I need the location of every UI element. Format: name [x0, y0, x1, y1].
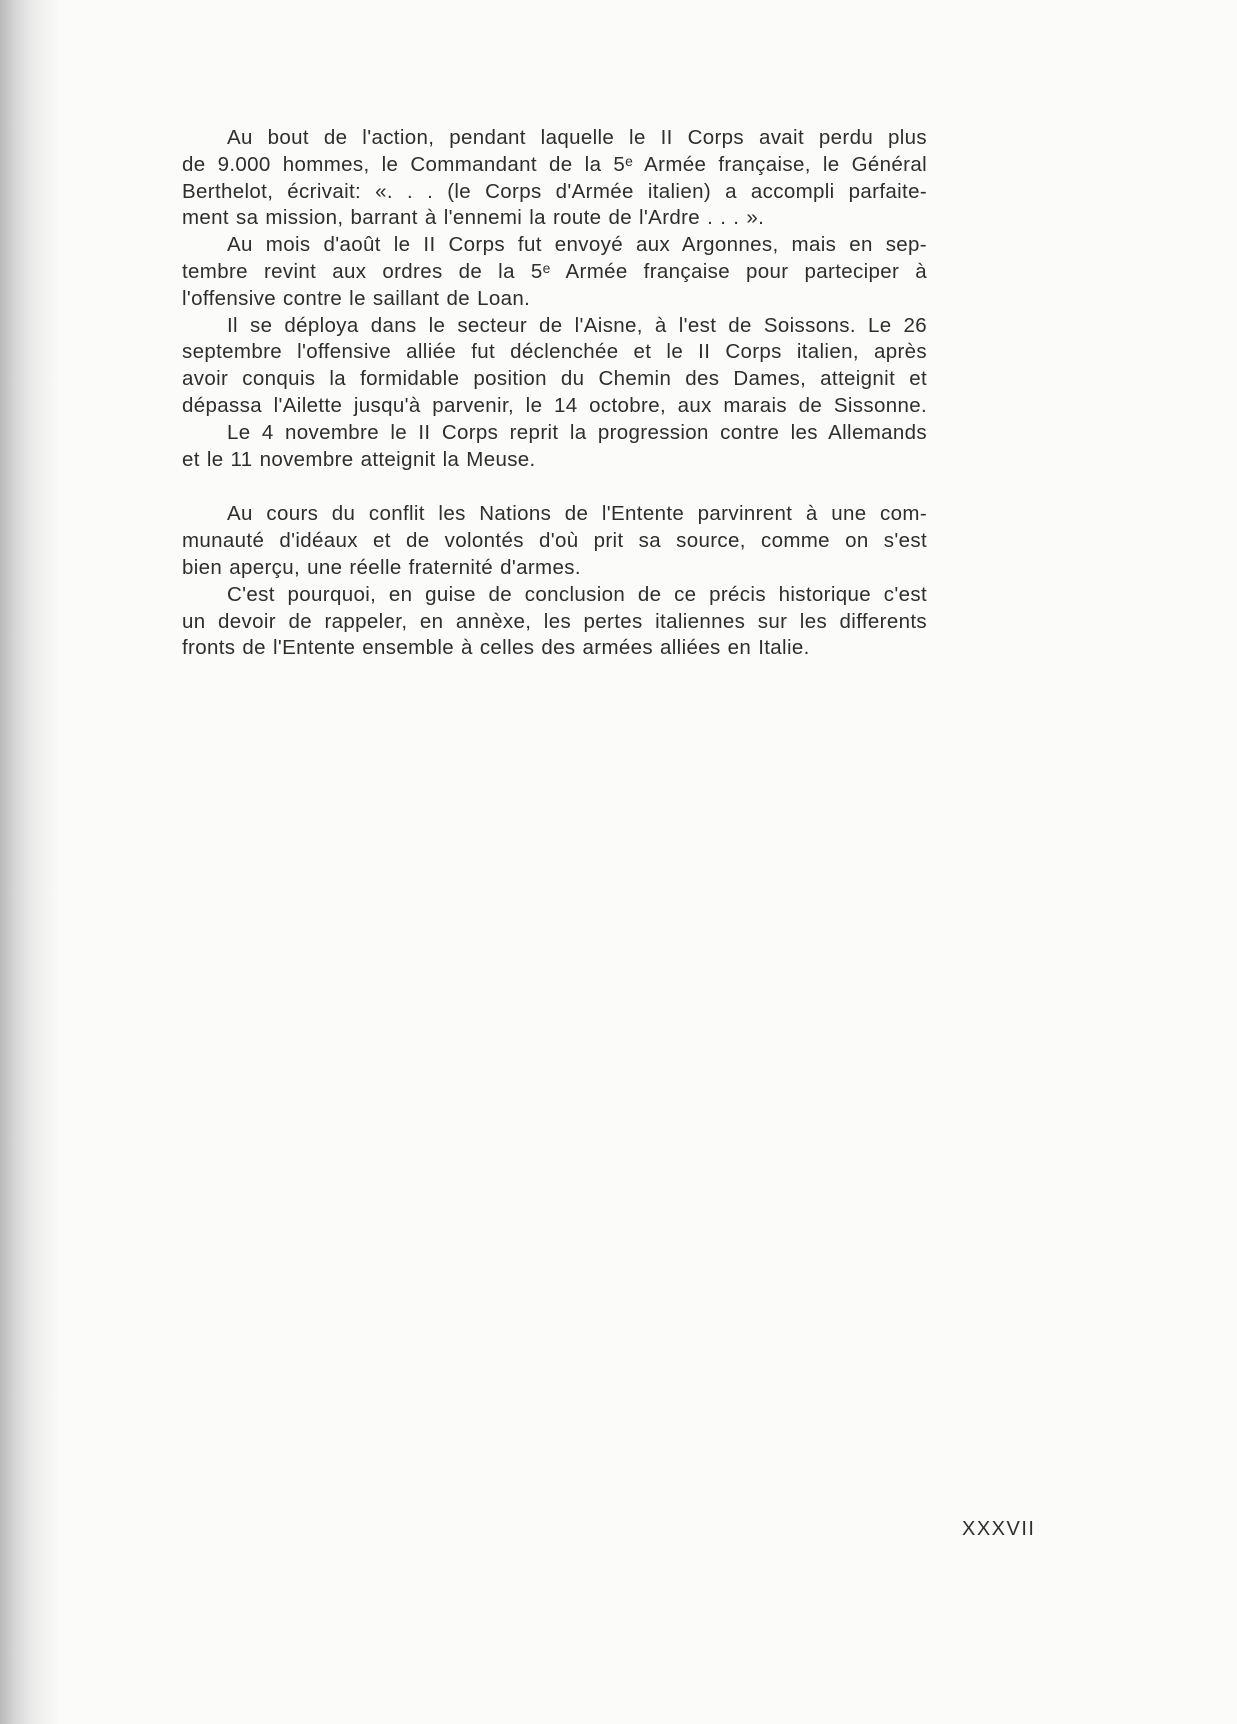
text-line: Le 4 novembre le II Corps reprit la progression contre les Allemands	[227, 420, 927, 444]
text-line: Berthelot, écrivait: «. . . (le Corps d'Armée italien) a accompli parfaite-	[182, 179, 927, 203]
paragraph	[182, 501, 927, 581]
text-line: fronts de l'Entente ensemble à celles des armées alliées en Italie.	[182, 636, 810, 660]
text-line: Au mois d'août le II Corps fut envoyé aux Argonnes, mais en sep-	[227, 233, 927, 257]
text-line: bien aperçu, une réelle fraternité d'armes.	[182, 555, 581, 579]
text-line: l'offensive contre le saillant de Loan.	[182, 286, 531, 310]
text-line: avoir conquis la formidable position du Chemin des Dames, atteignit et	[182, 367, 927, 391]
text-line: tembre revint aux ordres de la 5ᵉ Armée française pour parteciper à	[182, 259, 927, 283]
paragraph	[182, 313, 927, 420]
page-binding-shadow	[0, 0, 60, 1724]
paragraph	[182, 420, 927, 474]
text-line: Il se déploya dans le secteur de l'Aisne, à l'est de Soissons. Le 26	[227, 313, 927, 337]
page-number: XXXVII	[962, 1518, 1036, 1540]
body-text	[182, 125, 927, 662]
text-line: Au cours du conflit les Nations de l'Entente parvinrent à une com-	[227, 502, 927, 526]
text-line: un devoir de rappeler, en annèxe, les pertes italiennes sur les differents	[182, 609, 927, 633]
text-line: C'est pourquoi, en guise de conclusion de ce précis historique c'est	[227, 582, 927, 606]
text-line: dépassa l'Ailette jusqu'à parvenir, le 14 octobre, aux marais de Sissonne.	[182, 393, 927, 417]
paragraph	[182, 232, 927, 312]
text-line: septembre l'offensive alliée fut déclenchée et le II Corps italien, après	[182, 340, 927, 364]
text-line: et le 11 novembre atteignit la Meuse.	[182, 447, 536, 471]
section-2	[182, 501, 927, 662]
section-gap	[182, 473, 927, 501]
text-line: Au bout de l'action, pendant laquelle le II Corps avait perdu plus	[227, 126, 927, 149]
paragraph	[182, 125, 927, 232]
section-1	[182, 125, 927, 473]
paragraph	[182, 582, 927, 662]
text-line: munauté d'idéaux et de volontés d'où prit sa source, comme on s'est	[182, 529, 927, 553]
text-line: de 9.000 hommes, le Commandant de la 5ᵉ Armée française, le Général	[182, 152, 927, 176]
text-line: ment sa mission, barrant à l'ennemi la route de l'Ardre . . . ».	[182, 206, 765, 230]
